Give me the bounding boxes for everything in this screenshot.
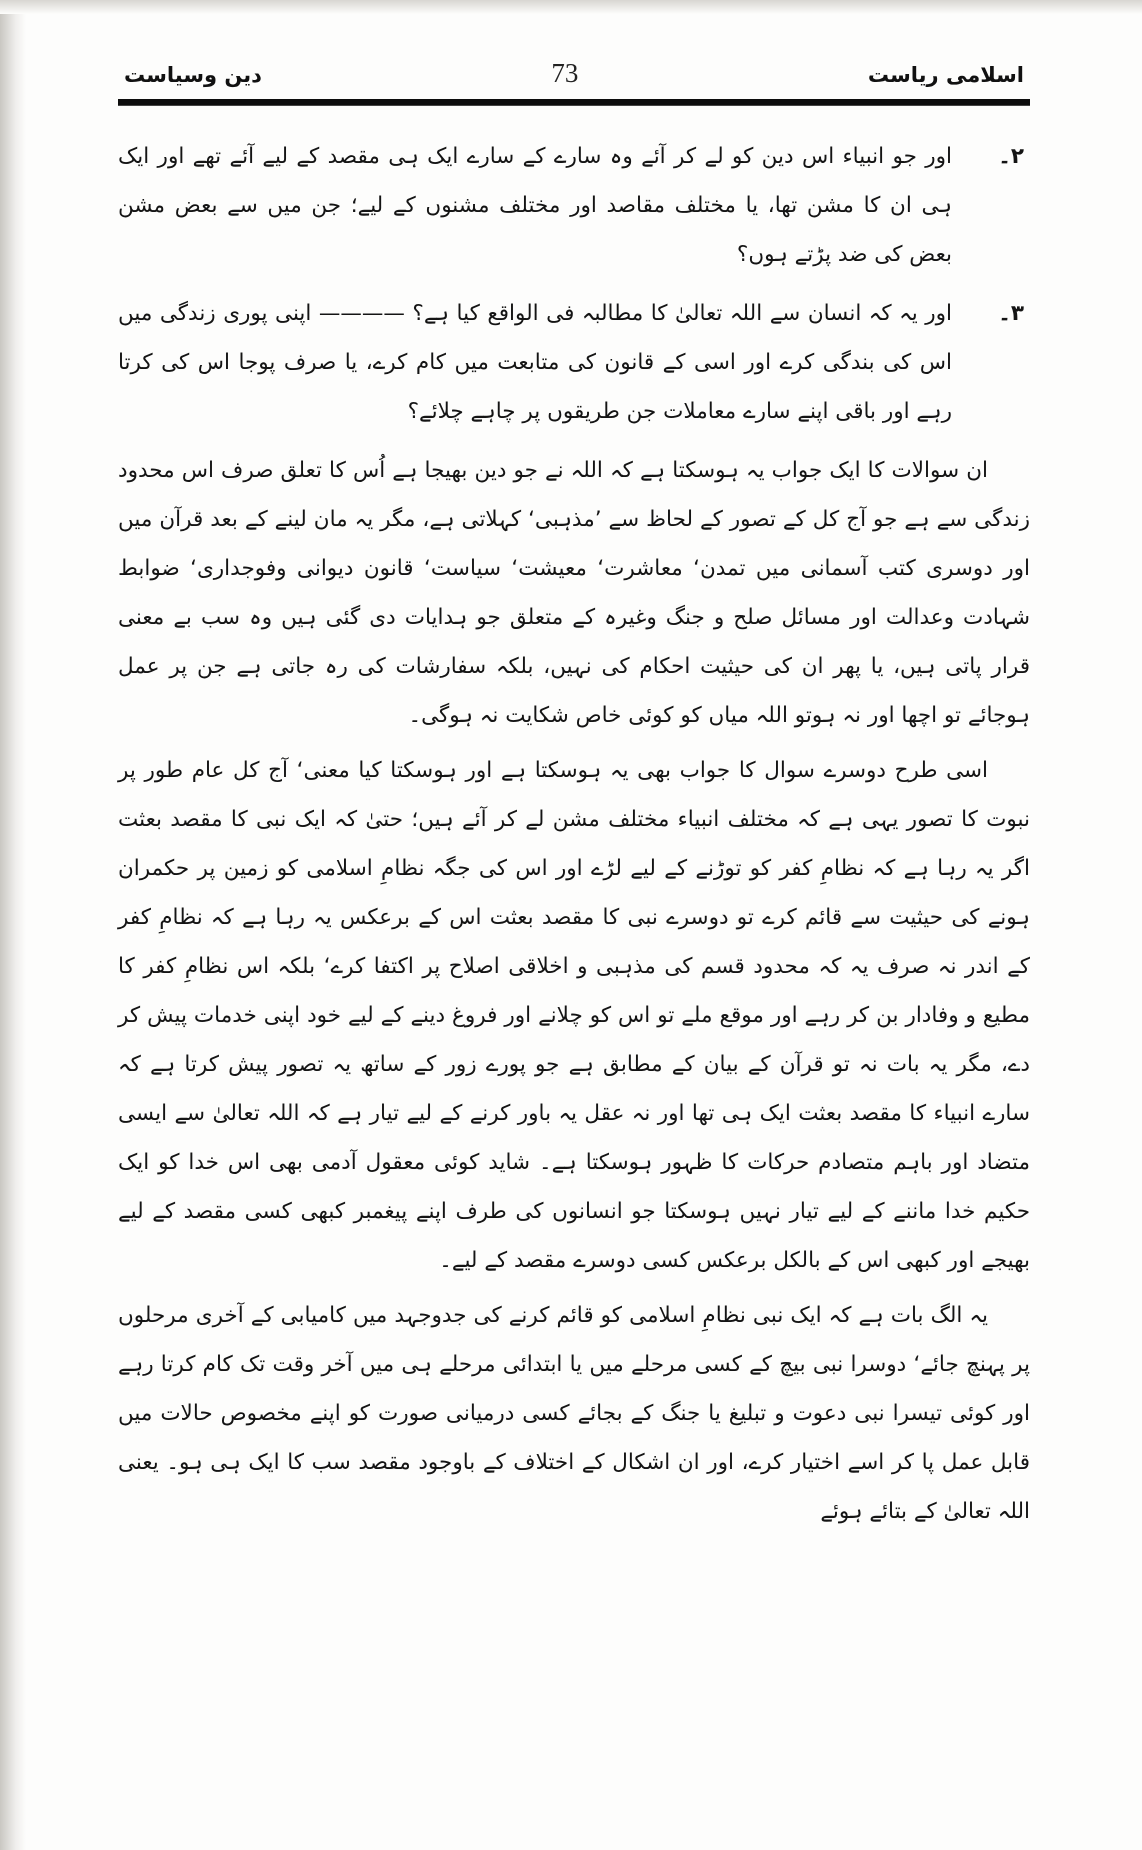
paragraph-2: اسی طرح دوسرے سوال کا جواب بھی یہ ہوسکتا ہے اور ہوسکتا کیا معنی‘ آج کل عام طور پر نبوت کا تصور یہی ہے کہ مختلف انبیاء مختلف مشن لے کر آئے ہیں؛ حتیٰ کہ ایک نبی کا مقصد بعثت اگر یہ رہا ہے کہ نظامِ کفر کو توڑنے کے لیے لڑے اور اس کی جگہ نظامِ اسلامی کو زمین پر حکمران ہونے کی حیثیت سے قائم کرے تو دوسرے نبی کا مقصد بعثت اس کے برعکس یہ رہا ہے کہ نظامِ کفر کے اندر نہ صرف یہ کہ محدود قسم کی مذہبی و اخلاقی اصلاح پر اکتفا کرے‘ بلکہ اس نظامِ کفر کا مطیع و وفادار بن کر رہے اور موقع ملے تو اس کو چلانے اور فروغ دینے کے لیے خود اپنی خدمات پیش کر دے، مگر یہ بات نہ تو قرآن کے بیان کے مطابق ہے جو پورے زور کے ساتھ یہ تصور پیش کرتا ہے کہ سارے انبیاء کا مقصد بعثت ایک ہی تھا اور نہ عقل یہ باور کرنے کے لیے تیار ہے کہ اللہ تعالیٰ سے ایسی متضاد اور باہم متصادم حرکات کا ظہور ہوسکتا ہے۔ شاید کوئی معقول آدمی بھی اس خدا کو ایک حکیم خدا ماننے کے لیے تیار نہیں ہوسکتا جو انسانوں کی طرف اپنے پیغمبر کبھی کسی مقصد کے لیے بھیجے اور کبھی اس کے بالکل برعکس کسی دوسرے مقصد کے لیے۔ [118, 758, 1030, 1274]
item-3-text: اور یہ کہ انسان سے اللہ تعالیٰ کا مطالبہ فی الواقع کیا ہے؟ ———— اپنی پوری زندگی میں اس کی بندگی کرے اور اسی کے قانون کی متابعت میں کام کرے، یا صرف پوجا اس کی کرتا رہے اور باقی اپنے سارے معاملات جن طریقوں پر چاہے چلائے؟ [118, 301, 952, 425]
page-content [118, 58, 1030, 1542]
item-2-marker: ۲۔ [998, 144, 1024, 169]
header-title-right: اسلامی ریاست [867, 63, 1024, 87]
page-number: 73 [551, 58, 579, 88]
header-title-left: دین وسیاست [124, 63, 262, 87]
item-2-text: اور جو انبیاء اس دین کو لے کر آئے وہ سارے کے سارے ایک ہی مقصد کے لیے آئے تھے اور ایک ہی ان کا مشن تھا، یا مختلف مقاصد اور مختلف مشنوں کے لیے؛ جن میں سے بعض مشن بعض کی ضد پڑتے ہوں؟ [118, 144, 952, 268]
paragraph-1: ان سوالات کا ایک جواب یہ ہوسکتا ہے کہ اللہ نے جو دین بھیجا ہے اُس کا تعلق صرف اس محدود زندگی سے ہے جو آج کل کے تصور کے لحاظ سے ’مذہبی‘ کہلاتی ہے، مگر یہ مان لینے کے بعد قرآن میں اور دوسری کتب آسمانی میں تمدن‘ معاشرت‘ معیشت‘ سیاست‘ قانون دیوانی وفوجداری‘ ضوابط شہادت وعدالت اور مسائل صلح و جنگ وغیرہ کے متعلق جو ہدایات دی گئی ہیں وہ سب بے معنی قرار پاتی ہیں، یا پھر ان کی حیثیت احکام کی نہیں، بلکہ سفارشات کی رہ جاتی ہے جن پر عمل ہوجائے تو اچھا اور نہ ہوتو اللہ میاں کو کوئی خاص شکایت نہ ہوگی۔ [118, 458, 1030, 729]
paragraph-3: یہ الگ بات ہے کہ ایک نبی نظامِ اسلامی کو قائم کرنے کی جدوجہد میں کامیابی کے آخری مرحلوں پر پہنچ جائے‘ دوسرا نبی بیچ کے کسی مرحلے میں یا ابتدائی مرحلے ہی میں آخر وقت تک کام کرتا رہے اور کوئی تیسرا نبی دعوت و تبلیغ یا جنگ کے بجائے کسی درمیانی صورت کو اپنے مخصوص حالات میں قابل عمل پا کر اسے اختیار کرے، اور ان اشکال کے اختلاف کے باوجود مقصد سب کا ایک ہی ہو۔ یعنی اللہ تعالیٰ کے بتائے ہوئے [118, 1303, 1030, 1525]
body-text [118, 132, 1030, 1536]
numbered-item-2 [118, 132, 1030, 279]
item-3-marker: ۳۔ [998, 301, 1024, 327]
header-rule [118, 99, 1030, 106]
scan-top-shadow [0, 0, 1142, 14]
numbered-item-3 [118, 289, 1030, 436]
scan-left-shadow [0, 0, 26, 1850]
running-header [118, 58, 1030, 99]
